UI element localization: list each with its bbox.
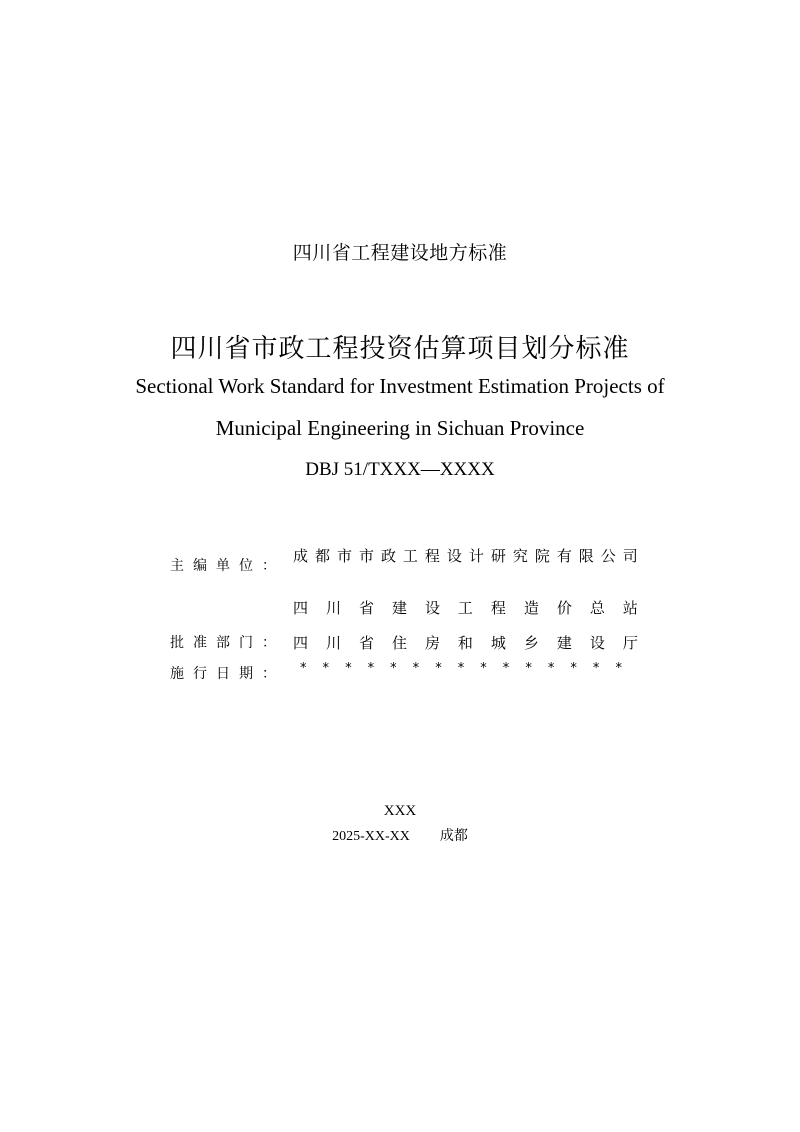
glyph: 设 — [424, 599, 440, 617]
glyph: * — [345, 661, 352, 676]
glyph: * — [457, 661, 465, 676]
glyph: * — [615, 661, 622, 676]
glyph: * — [435, 661, 442, 676]
document-title-chinese: 四川省市政工程投资估算项目划分标准 — [170, 334, 630, 364]
publication-date-line — [0, 825, 800, 845]
glyph: * — [525, 661, 532, 676]
glyph: 房 — [424, 634, 440, 652]
standard-series-title: 四川省工程建设地方标准 — [292, 242, 508, 264]
glyph: 市 — [336, 547, 352, 565]
publisher: XXX — [383, 803, 417, 819]
glyph: 市 — [358, 547, 374, 565]
glyph: * — [300, 661, 307, 676]
document-title-english-line-2: Municipal Engineering in Sichuan Province — [215, 416, 585, 440]
glyph: * — [390, 661, 397, 676]
glyph: 站 — [622, 599, 638, 617]
glyph: * — [412, 661, 420, 676]
glyph: * — [502, 661, 510, 676]
chief-editor-label: 主编单位： — [170, 558, 285, 574]
glyph: 建 — [556, 634, 572, 652]
glyph: 城 — [490, 634, 506, 652]
glyph: 研 — [490, 547, 506, 565]
glyph: 省 — [358, 634, 374, 652]
glyph: 究 — [512, 547, 528, 565]
glyph: 住 — [391, 634, 407, 652]
glyph: 设 — [446, 547, 462, 565]
glyph: 设 — [589, 634, 605, 652]
glyph: * — [547, 661, 555, 676]
glyph: 厅 — [622, 634, 638, 652]
glyph: 公 — [600, 547, 616, 565]
glyph: 造 — [523, 599, 539, 617]
glyph: 和 — [457, 634, 473, 652]
glyph: 川 — [325, 599, 341, 617]
glyph: 工 — [402, 547, 418, 565]
glyph: 院 — [534, 547, 550, 565]
glyph: 建 — [391, 599, 407, 617]
glyph: 省 — [358, 599, 374, 617]
glyph: 程 — [424, 547, 440, 565]
approval-department-label: 批准部门： — [170, 635, 285, 651]
document-title-english-line-1: Sectional Work Standard for Investment Estimation Projects of — [135, 374, 665, 398]
chief-editor-unit-secondary — [293, 597, 638, 618]
glyph: 计 — [468, 547, 484, 565]
glyph: 都 — [314, 547, 330, 565]
publication-date: 2025-XX-XX — [332, 829, 410, 844]
glyph: * — [322, 661, 330, 676]
effective-date-label: 施行日期： — [170, 666, 285, 682]
glyph: 限 — [578, 547, 594, 565]
glyph: 程 — [490, 599, 506, 617]
effective-date-value — [300, 661, 622, 676]
glyph: 总 — [589, 599, 605, 617]
glyph: 成 — [293, 547, 309, 565]
glyph: 工 — [457, 599, 473, 617]
publication-city: 成都 — [439, 828, 468, 844]
glyph: 四 — [293, 599, 309, 617]
glyph: 乡 — [523, 634, 539, 652]
glyph: 川 — [325, 634, 341, 652]
glyph: 四 — [293, 634, 309, 652]
glyph: 价 — [556, 599, 572, 617]
approval-department-value — [293, 632, 638, 653]
glyph: * — [570, 661, 577, 676]
glyph: * — [367, 661, 375, 676]
glyph: 有 — [556, 547, 572, 565]
chief-editor-unit-primary — [293, 545, 638, 566]
standard-code: DBJ 51/TXXX—XXXX — [305, 459, 495, 480]
glyph: 政 — [380, 547, 396, 565]
glyph: * — [480, 661, 487, 676]
glyph: * — [592, 661, 600, 676]
glyph: 司 — [622, 547, 638, 565]
